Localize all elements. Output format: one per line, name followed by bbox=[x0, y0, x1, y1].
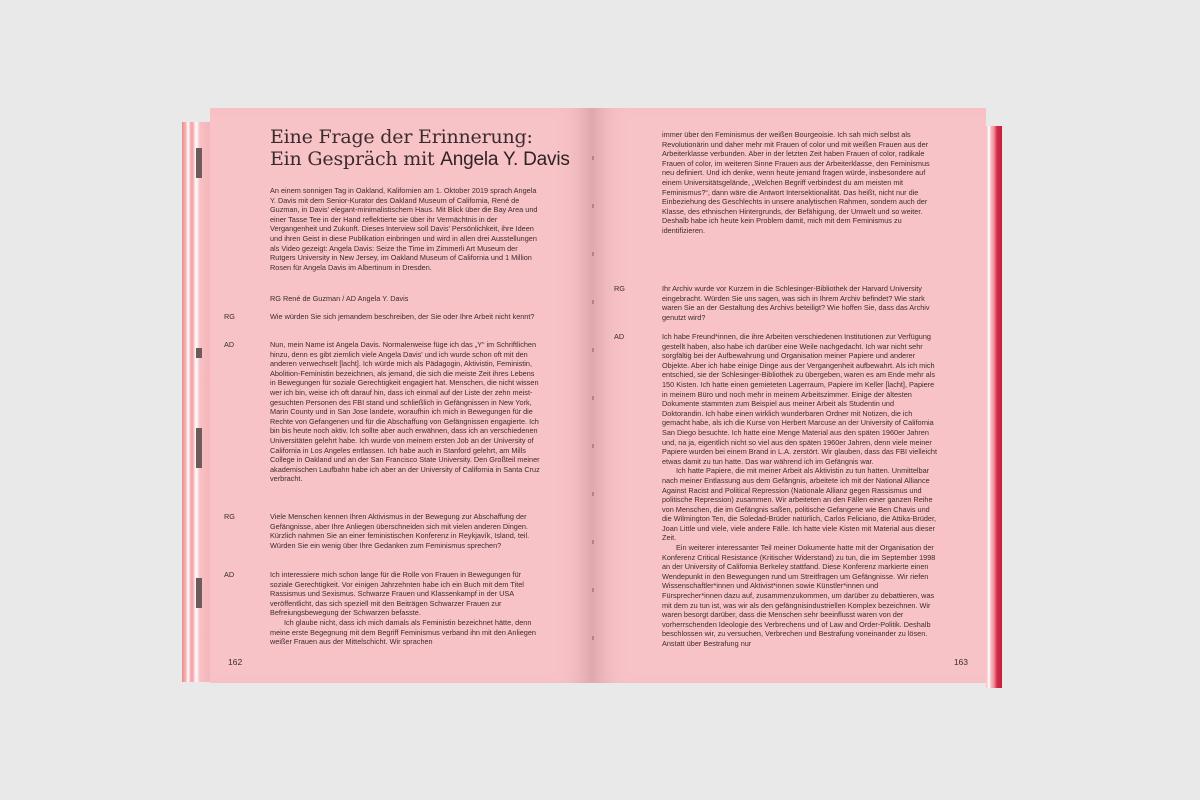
qa-entry bbox=[614, 332, 937, 649]
left-page bbox=[210, 108, 592, 683]
page-edge-mark bbox=[196, 148, 202, 178]
right-page bbox=[592, 108, 986, 683]
entry-text-continued: Ein weiterer interessanter Teil meiner Dokumente hatte mit der Organisation der Konferenz Critical Resistance (Kritischer Widerstand) zu tun, die im September 1998 an der University of California Berkeley stattfand. Diese Konferenz markierte einen Wendepunkt in den Bewegungen rund um Streitfragen um Gefängnisse. Wir riefen Wissenschaftler*innen und Aktivist*innen sowie Künstler*innen und Fürsprecher*innen dazu auf, zusammenzukommen, um darüber zu debattieren, was mit dem zu tun ist, was wir als den gefängnisindustriellen Komplex bezeichnen. Wir waren besorgt darüber, dass die Menschen sehr beeinflusst waren von der vorherrschenden Ideologie des Verbrechens und of Law and Order-Politik. Deshalb beschlossen wir, zu versuchen, Verbrechen und Bestrafung voneinander zu lösen. Anstatt über Bestrafung nur bbox=[662, 543, 936, 648]
speaker-label: AD bbox=[224, 570, 235, 579]
title-line-2 bbox=[270, 148, 570, 171]
speaker-label: RG bbox=[224, 512, 235, 521]
entry-text: Ihr Archiv wurde vor Kurzem in die Schlesinger-Bibliothek der Harvard University eingebracht. Würden Sie uns sagen, was sich in Ihrem Archiv befindet? Wie stark waren Sie an der Gestaltung des Archivs beteiligt? Wie hoffen Sie, dass das Archiv genutzt wird? bbox=[662, 284, 930, 322]
qa-entry bbox=[614, 284, 937, 322]
qa-entry bbox=[224, 570, 542, 647]
title-line-1: Eine Frage der Erinnerung: bbox=[270, 126, 533, 148]
entry-text: Wie würden Sie sich jemandem beschreiben, der Sie oder Ihre Arbeit nicht kennt? bbox=[270, 312, 535, 321]
speaker-label: AD bbox=[614, 332, 625, 341]
continued-answer: immer über den Feminismus der weißen Bourgeoisie. Ich sah mich selbst als Revolutionärin und daher mehr mit Frauen of color und mit weißen Frauen aus der Arbeiterklasse verbunden. Aber in der letzten Zeit haben Frauen of color, radikale Frauen of color, im weiteren Sinne Frauen aus der Arbeiterklasse, den Feminismus neu definiert. Und ich denke, wenn heute jemand fragen würde, insbesondere auf einem Universitätsgelände, „Welchen Begriff verbindest du am meisten mit Feminismus?“, dann wäre die Antwort Intersektionalität. Das heißt, nicht nur die Einbeziehung des Geschlechts in unsere analytischen Rahmen, sondern auch der Klasse, des ethnischen Hintergrunds, der Befähigung, der Umwelt und so weiter. Deshalb habe ich heute kein Problem damit, mich mit dem Feminismus zu identifizieren. bbox=[662, 130, 930, 235]
page-edge-mark bbox=[196, 348, 202, 358]
qa-entry bbox=[224, 340, 542, 484]
open-book bbox=[182, 108, 1004, 693]
intro-paragraph: An einem sonnigen Tag in Oakland, Kalifornien am 1. Oktober 2019 sprach Angela Y. Davis mit dem Senior-Kurator des Oakland Museum of California, René de Guzman, in Davis' elegant-minimalistischem Haus. Mit Blick über die Bay Area und einer Tasse Tee in der Hand reflektierte sie über ihr Vermächtnis in der Vergangenheit und Zukunft. Dieses Interview soll Davis' Persönlichkeit, ihre Ideen und ihren Geist in diese Publikation einbringen und wird in allen drei Ausstellungen als Video gezeigt: Angela Davis: Seize the Time im Zimmerli Art Museum der Rutgers University in New Jersey, im Oakland Museum of California und 1 Million Rosen für Angela Davis im Albertinum in Dresden. bbox=[270, 186, 538, 272]
speaker-label: RG bbox=[614, 284, 625, 293]
qa-entry bbox=[224, 512, 542, 550]
entry-text-continued: Ich glaube nicht, dass ich mich damals als Feministin bezeichnet hätte, denn meine erste Begegnung mit dem Begriff Feminismus verband ihn mit den Anliegen weißer Frauen aus der Mittelschicht. Wir sprachen bbox=[270, 617, 536, 647]
speaker-label: AD bbox=[224, 340, 235, 349]
right-page-edges bbox=[986, 126, 1002, 688]
page-edge-mark bbox=[196, 428, 202, 468]
entry-text-continued: Ich hatte Papiere, die mit meiner Arbeit als Aktivistin zu tun hatten. Unmittelbar nach meiner Entlassung aus dem Gefängnis, arbeitete ich mit der National Alliance Against Racist and Political Repression (Nationale Allianz gegen Rassismus und politische Repression) zusammen. Wir arbeiteten an den Fällen einer ganzen Reihe von Menschen, die im Gefängnis saßen, politische Gefangene wie Ben Chavis und die Wilmington Ten, die Soledad-Brüder natürlich, Carlos Feliciano, die Attika-Brüder, Joan Little und viele, viele andere Fälle. Ich hatte viele Kisten mit Material aus dieser Zeit. bbox=[662, 466, 937, 543]
speaker-label: RG bbox=[224, 312, 235, 321]
entry-text: Ich interessiere mich schon lange für die Rolle von Frauen in Bewegungen für soziale Gerechtigkeit. Vor einigen Jahrzehnten habe ich ein Buch mit dem Titel Rassismus und Sexismus. Schwarze Frauen und Klassenkampf in der USA veröffentlicht, das sich speziell mit den Beiträgen Schwarzer Frauen zur Befreiungsbewegung der Schwarzen befasste. bbox=[270, 570, 524, 618]
byline: RG René de Guzman / AD Angela Y. Davis bbox=[270, 294, 409, 303]
article-title bbox=[270, 126, 570, 171]
page-edge-mark bbox=[196, 578, 202, 608]
title-name: Angela Y. Davis bbox=[440, 149, 570, 170]
page-number: 162 bbox=[228, 657, 243, 667]
title-prefix: Ein Gespräch mit bbox=[270, 148, 441, 170]
entry-text: Viele Menschen kennen Ihren Aktivismus in der Bewegung zur Abschaffung der Gefängnisse, aber Ihre Anliegen überschneiden sich mit vielen anderen Dingen. Kürzlich nahmen Sie an einer feministischen Konferenz in Reykjavík, Island, teil. Würden Sie ein wenig über Ihre Gedanken zum Feminismus sprechen? bbox=[270, 512, 530, 550]
entry-text: Ich habe Freund*innen, die ihre Arbeiten verschiedenen Institutionen zur Verfügung gestellt haben, also habe ich darüber eine Weile nachgedacht. Ich war nicht sehr sorgfältig bei der Aufbewahrung und Organisation meiner Papiere und anderer Objekte. Aber ich habe einige Dinge aus der Vergangenheit aufbewahrt. Als ich mich entschied, sie der Schlesinger-Bibliothek zu übergeben, waren es am Ende mehr als 150 Kisten. Ich hatte einen gemieteten Lagerraum, Papiere im Keller [lacht], Papiere in meinem Büro und noch mehr in meinem Arbeitszimmer. Einige der ältesten Dokumente stammten zum Beispiel aus meiner Arbeit als Studentin und Doktorandin. Ich habe einen wirklich wunderbaren Ordner mit Notizen, die ich gemacht habe, als ich die Kurse von Herbert Marcuse an der University of California San Diego besuchte. Ich hatte eine Menge Material aus den späten 1960er Jahren und, na ja, eigentlich nicht so viel aus den späten 1960er Jahren, denn viele meiner Papiere wurden bei einem Brand in L.A. zerstört. Wir glauben, dass das FBI vielleicht etwas damit zu tun hatte. Das war während ich im Gefängnis war. bbox=[662, 332, 937, 466]
qa-entry bbox=[224, 312, 542, 322]
page-number: 163 bbox=[953, 657, 968, 667]
entry-text: Nun, mein Name ist Angela Davis. Normalerweise füge ich das „Y“ im Schriftlichen hinzu, denn es gibt ziemlich viele Angela Davis' und ich wurde schon oft mit den anderen verwechselt [lacht]. Ich würde mich als Pädagogin, Aktivistin, Feministin, Abolition-Feministin bezeichnen, als jemand, die sich die meiste Zeit ihres Lebens in Bewegungen für soziale Gerechtigkeit engagiert hat. Menschen, die nicht wissen wer ich bin, weise ich oft darauf hin, dass ich einmal auf der Liste der zehn meist-gesuchten Personen des FBI stand und schließlich in Gefängnissen in New York, Marin County und in San Jose landete, woraufhin ich mich in Bewegungen für die Rechte von Gefangenen und für die Abschaffung von Gefängnissen engagierte. Ich bin bis heute noch aktiv. Ich sollte aber auch erwähnen, dass ich an verschiedenen Universitäten gelehrt habe. Ich wurde von meinem ersten Job an der University of California in Los Angeles entlassen. Ich habe auch in Stanford gelehrt, am Mills College in Oakland und an der San Francisco State University. Den Großteil meiner akademischen Laufbahn habe ich aber an der University of California in Santa Cruz verbracht. bbox=[270, 340, 540, 484]
